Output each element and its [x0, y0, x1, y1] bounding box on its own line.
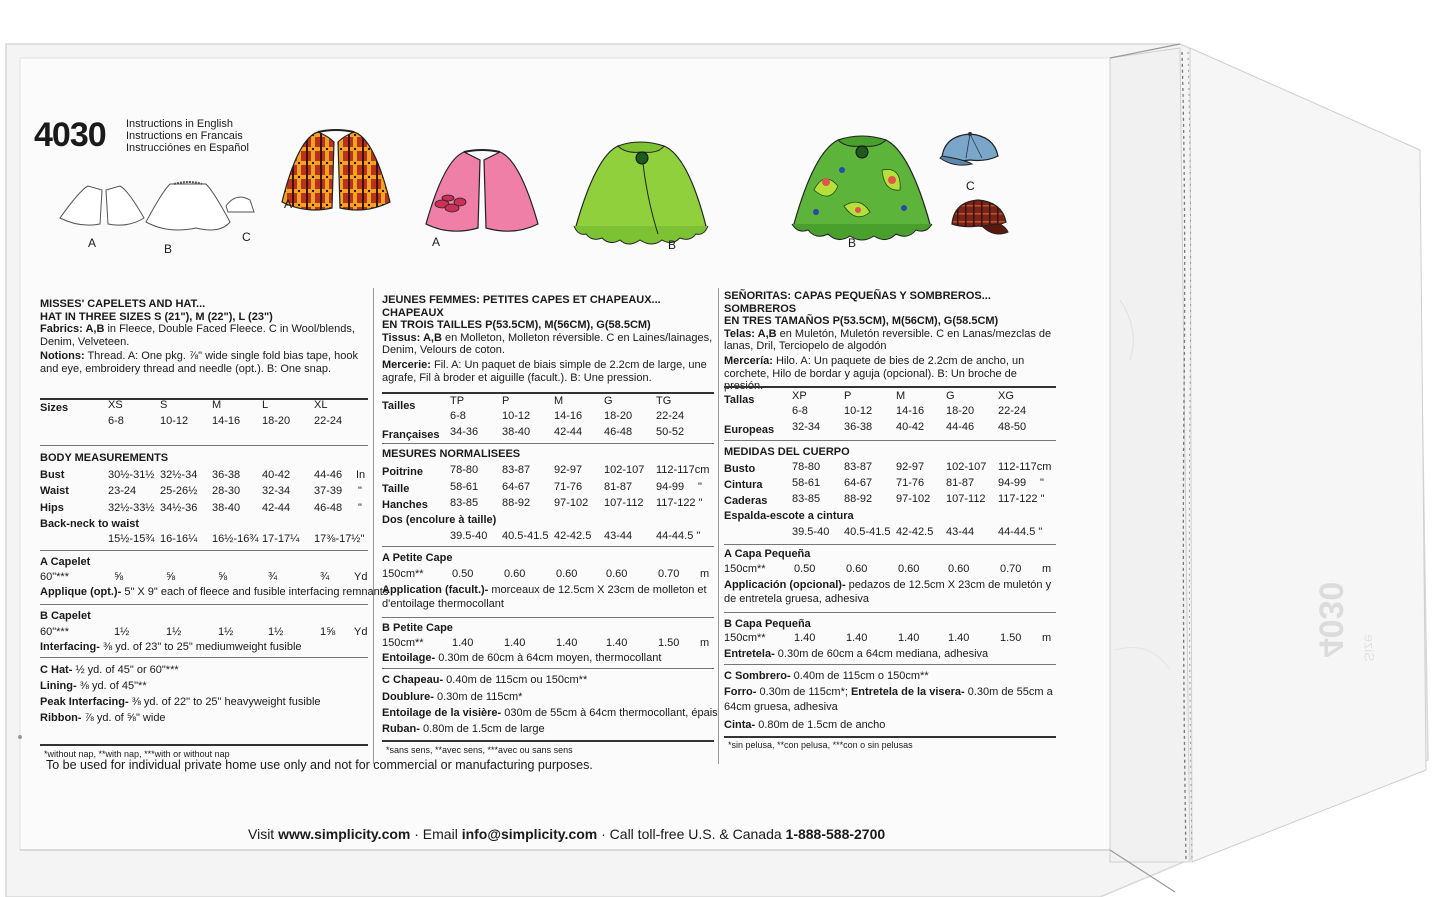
french-rule — [382, 617, 714, 618]
view-letter-c: C — [242, 230, 251, 244]
french-sizes: Tailles TP P M G TG 6-8 10-12 14-16 18-20 22-24 Françaises 34-36 38-40 42-44 46-48 50-52 — [382, 395, 685, 441]
phone-number: 1-888-588-2700 — [785, 826, 886, 842]
english-footnote: *without nap, **with nap, ***with or without nap — [44, 749, 230, 759]
mirrored-size-label: Size — [1361, 634, 1378, 662]
spanish-rule — [724, 664, 1056, 665]
french-hat-c: C Chapeau- 0.40m de 115cm ou 150cm** Doublure- 0.30m de 115cm* Entoilage de la visière- 030m de 55cm à 64cm thermocollant, épais Ruban- 0.80m de 1.5cm de large — [382, 674, 718, 735]
french-cape-b: B Petite Cape 150cm** 1.40 1.40 1.40 1.40 1.50 m Entoilage- 0.30m de 60cm à 64cm moyen, thermocollant — [382, 622, 710, 664]
illustration-letter-b1: B — [668, 238, 677, 252]
french-subtitle: EN TROIS TAILLES P(53.5CM), M(56CM), G(58.5CM) — [382, 319, 651, 332]
column-divider — [373, 288, 374, 764]
view-letter-b: B — [164, 242, 173, 256]
english-rule — [40, 550, 368, 551]
website-link[interactable]: www.simplicity.com — [278, 826, 411, 842]
illustration-letter-b2: B — [848, 236, 857, 250]
line-drawing-views — [50, 178, 260, 258]
french-rule — [382, 443, 714, 444]
french-title: JEUNES FEMMES: PETITES CAPES ET CHAPEAUX... CHAPEAUX — [382, 294, 661, 319]
english-fabrics: Fabrics: A,B in Fleece, Double Faced Fleece. C in Wool/blends, Denim, Velveteen. — [40, 323, 355, 348]
english-title: MISSES' CAPELETS AND HAT... — [40, 298, 206, 310]
disclaimer: To be used for individual private home use only and not for commercial or manufacturing purposes. — [46, 758, 593, 772]
language-list — [126, 118, 249, 154]
spanish-sizes: Tallas XP P M G XG 6-8 10-12 14-16 18-20 22-24 Europeas 32-34 36-38 40-42 44-46 48-50 — [724, 390, 1027, 436]
email-link[interactable]: info@simplicity.com — [461, 826, 598, 842]
language-english: Instructions in English — [126, 118, 233, 130]
english-sizes-row: Sizes XS S M L XL 6-8 10-12 14-16 18-20 22-24 — [40, 399, 343, 427]
illustration-green-capelet — [566, 136, 716, 252]
spanish-title: SEÑORITAS: CAPAS PEQUEÑAS Y SOMBREROS... SOMBREROS — [724, 290, 991, 315]
english-column — [40, 298, 372, 376]
spanish-rule — [724, 612, 1056, 613]
spanish-rule — [724, 736, 1056, 738]
spanish-subtitle: EN TRES TAMAÑOS P(53.5CM), M(56CM), G(58.5CM) — [724, 315, 999, 328]
english-subtitle: HAT IN THREE SIZES S (21"), M (22"), L (23") — [40, 310, 273, 323]
french-mercerie: Mercerie: Fil. A: Un paquet de biais simple de 2.2cm de large, une agrafe, Fil à broder et aiguille (facult.). B: Une pression. — [382, 358, 707, 384]
french-rule — [382, 668, 714, 669]
english-body-measurements: BODY MEASUREMENTS Bust 30½-31½ 32½-34 36-38 40-42 44-46 In Waist 23-24 25-26½ 28-30 32-34 37-39 " Hips 32½-33½ 34½-36 38-40 42-44 46-48 " Back-neck to waist 15½-15¾ 16-16¼ 16½-16¾ 17-17¼ 17⅜-17½" — [40, 452, 366, 545]
french-footnote: *sans sens, **avec sens, ***avec ou sans sens — [386, 745, 573, 755]
contact-line: Visit www.simplicity.com · Email info@simplicity.com · Call toll-free U.S. & Canada 1-888-588-2700 — [248, 826, 886, 842]
spanish-measurements: MEDIDAS DEL CUERPO Busto 78-80 83-87 92-97 102-107 112-117cm Cintura 58-61 64-67 71-76 81-87 94-99 " Caderas 83-85 88-92 97-102 107-112 117-122 " Espalda-escote a cintura 39.5-40 40.5-41.5 42-42.5 43-44 44-44.5 " — [724, 446, 1052, 538]
english-rule — [40, 604, 368, 605]
spanish-telas: Telas: A,B en Muletón, Muletón reversible. C en Lanas/mezclas de lanas, Dril, Terciopelo de algodón — [724, 327, 1052, 353]
french-rule — [382, 740, 714, 742]
spanish-column — [724, 290, 1058, 393]
pattern-number: 4030 — [34, 116, 106, 154]
spanish-capa-a: A Capa Pequeña 150cm** 0.50 0.60 0.60 0.60 0.70 m Applicación (opcional)- pedazos de 12.5cm X 23cm de muletón y de entretela gruesa, adhesiva — [724, 548, 1052, 605]
illustration-plaid-hat — [946, 194, 1012, 242]
spanish-footnote: *sin pelusa, **con pelusa, ***con o sin pelusas — [728, 740, 913, 750]
illustration-plaid-capelet — [278, 128, 394, 220]
french-cape-a: A Petite Cape 150cm** 0.50 0.60 0.60 0.60 0.70 m Application (facult.)- morceaux de 12.5cm X 23cm de molleton et d'entoilage thermocollant — [382, 552, 710, 610]
language-spanish: Instrucciónes en Español — [126, 142, 249, 154]
illustration-blue-hat — [936, 128, 1006, 174]
illustration-pink-capelet — [420, 148, 544, 240]
view-letter-a: A — [88, 236, 97, 250]
illustration-letter-a2: A — [432, 235, 441, 249]
spanish-capa-b: B Capa Pequeña 150cm** 1.40 1.40 1.40 1.40 1.50 m Entretela- 0.30m de 60cm a 64cm mediana, adhesiva — [724, 618, 1052, 660]
french-rule — [382, 546, 714, 547]
illustration-letter-c: C — [966, 179, 975, 193]
english-rule — [40, 657, 368, 658]
english-capelet-b: B Capelet 60"*** 1½ 1½ 1½ 1½ 1⅝ Yd Interfacing- ⅜ yd. of 23" to 25" mediumweight fusible — [40, 610, 368, 653]
french-tissus: Tissus: A,B en Molleton, Molleton réversible. C en Laines/lainages, Denim, Velours de coton. — [382, 331, 713, 357]
english-rule — [40, 744, 368, 746]
french-rule — [382, 392, 714, 394]
english-rule — [40, 445, 368, 446]
english-capelet-a: A Capelet 60"*** ⅝ ⅝ ⅝ ¾ ¾ Yd Applique (opt.)- 5" X 9" each of fleece and fusible interfacing remnants — [40, 556, 389, 598]
spanish-merceria: Mercería: Hilo. A: Un paquete de bies de 2.2cm de ancho, un corchete, Hilo de bordar y aguja (opcional). B: Un broche de presión. — [724, 354, 1025, 393]
mirrored-pattern-number: 4030 — [1311, 581, 1350, 658]
french-measurements: MESURES NORMALISEES Poitrine 78-80 83-87 92-97 102-107 112-117cm Taille 58-61 64-67 71-76 81-87 94-99 " Hanches 83-85 88-92 97-102 107-112 117-122 " Dos (encolure à taille) 39.5-40 40.5-41.5 42-42.5 43-44 44-44.5 " — [382, 448, 710, 542]
spanish-rule — [724, 544, 1056, 545]
spanish-sombrero-c: C Sombrero- 0.40m de 115cm o 150cm** Forro- 0.30m de 115cm*; Entretela de la visera- 0.30m de 55cm a 64cm gruesa, adhesiva Cinta- 0.80m de 1.5cm de ancho — [724, 670, 1053, 731]
spanish-rule — [724, 386, 1056, 388]
column-divider — [718, 288, 719, 764]
english-hat-c: C Hat- ½ yd. of 45" or 60"*** Lining- ⅜ yd. of 45"** Peak Interfacing- ⅜ yd. of 22" to 25" heavyweight fusible Ribbon- ⅞ yd. of ⅝" wide — [40, 664, 321, 724]
spanish-rule — [724, 440, 1056, 441]
french-column — [382, 294, 716, 384]
illustration-letter-a1: A — [284, 197, 293, 211]
english-notions: Notions: Thread. A: One pkg. ⅞" wide single fold bias tape, hook and eye, embroidery thread and needle (opt.). B: One snap. — [40, 350, 358, 375]
language-french: Instructions en Francais — [126, 130, 243, 142]
illustration-paisley-capelet — [784, 130, 940, 252]
